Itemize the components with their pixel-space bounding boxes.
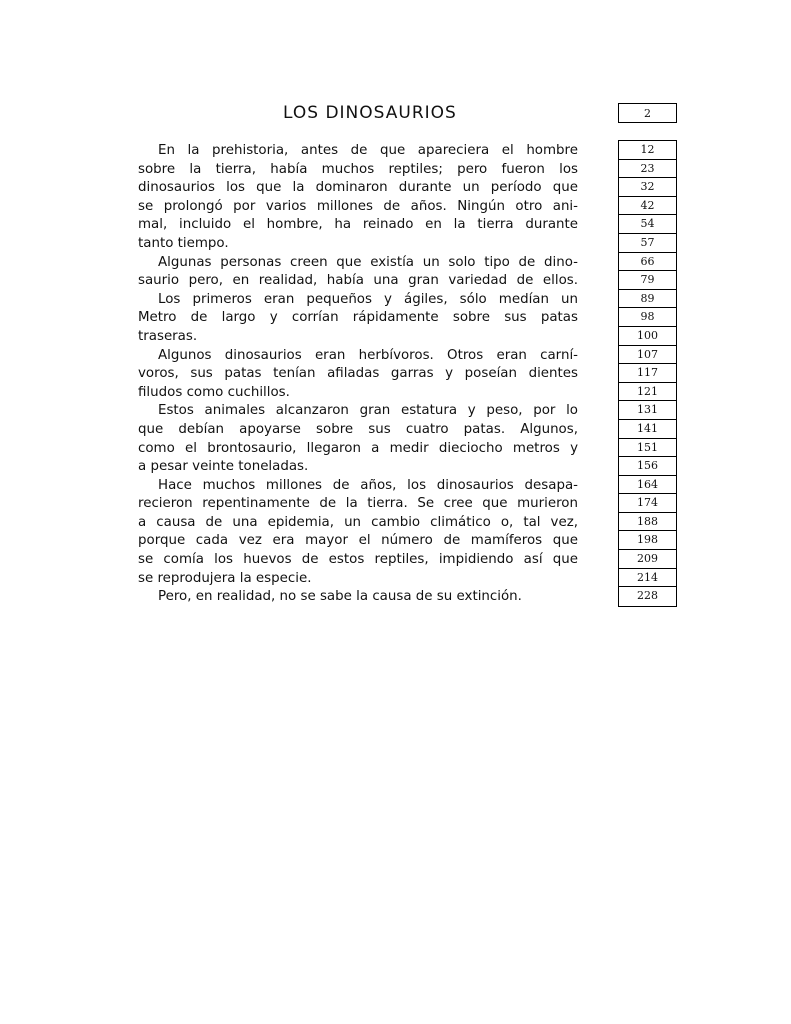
line-word-count: 42 <box>619 197 676 216</box>
text-line: Algunas personas creen que existía un solo tipo de dino- <box>158 254 578 270</box>
document-title: LOS DINOSAURIOS <box>283 103 457 123</box>
text-line: Los primeros eran pequeños y ágiles, sólo medían un <box>158 291 578 307</box>
line-word-count: 100 <box>619 327 676 346</box>
line-word-count: 79 <box>619 271 676 290</box>
line-word-count: 188 <box>619 513 676 532</box>
line-word-count: 12 <box>619 141 676 160</box>
line-word-count: 121 <box>619 383 676 402</box>
text-line: se comía los huevos de estos reptiles, impidiendo así que <box>138 552 578 568</box>
text-line: porque cada vez era mayor el número de mamíferos que <box>138 533 578 549</box>
line-word-count: 156 <box>619 457 676 476</box>
text-line: Pero, en realidad, no se sabe la causa de su extinción. <box>158 589 522 605</box>
text-line: recieron repentinamente de la tierra. Se cree que murieron <box>138 496 578 512</box>
text-line: se prolongó por varios millones de años. Ningún otro ani- <box>138 198 578 214</box>
text-line: En la prehistoria, antes de que apareciera el hombre <box>158 143 578 158</box>
text-line: Metro de largo y corrían rápidamente sobre sus patas <box>138 310 578 326</box>
line-word-count: 151 <box>619 439 676 458</box>
text-line: mal, incluido el hombre, ha reinado en la tierra durante <box>138 217 578 233</box>
line-word-count: 131 <box>619 401 676 420</box>
body-text <box>138 142 578 607</box>
text-line: Algunos dinosaurios eran herbívoros. Otros eran carní- <box>158 347 578 363</box>
line-word-count: 107 <box>619 346 676 365</box>
line-word-count: 57 <box>619 234 676 253</box>
line-word-count: 32 <box>619 178 676 197</box>
text-line: Estos animales alcanzaron gran estatura y peso, por lo <box>158 403 578 419</box>
line-word-count: 66 <box>619 253 676 272</box>
text-line: a causa de una epidemia, un cambio climático o, tal vez, <box>138 514 578 530</box>
line-word-count: 164 <box>619 476 676 495</box>
line-word-count: 23 <box>619 160 676 179</box>
line-word-count: 228 <box>637 589 658 603</box>
text-line: a pesar veinte toneladas. <box>138 459 309 475</box>
text-line: Hace muchos millones de años, los dinosaurios desapa- <box>158 477 578 493</box>
text-line: voros, sus patas tenían afiladas garras y poseían dientes <box>138 366 578 382</box>
text-line: dinosaurios los que la dominaron durante un período que <box>138 180 578 196</box>
line-word-count: 89 <box>619 290 676 309</box>
text-line: que debían apoyarse sobre sus cuatro patas. Algunos, <box>138 421 578 437</box>
text-line: como el brontosaurio, llegaron a medir dieciocho metros y <box>138 440 578 456</box>
line-word-count: 117 <box>619 364 676 383</box>
line-word-count: 198 <box>619 531 676 550</box>
text-line: saurio pero, en realidad, había una gran variedad de ellos. <box>138 273 578 289</box>
text-line: se reprodujera la especie. <box>138 570 312 586</box>
line-word-count: 214 <box>619 569 676 588</box>
text-line: tanto tiempo. <box>138 235 229 251</box>
text-line: traseras. <box>138 328 198 344</box>
text-line: filudos como cuchillos. <box>138 384 290 400</box>
title-word-count: 2 <box>618 103 677 123</box>
text-line: sobre la tierra, había muchos reptiles; pero fueron los <box>138 161 578 177</box>
line-word-count: 141 <box>619 420 676 439</box>
line-word-count: 209 <box>619 550 676 569</box>
word-count-column <box>618 140 677 607</box>
line-word-count: 174 <box>619 494 676 513</box>
line-word-count: 98 <box>619 308 676 327</box>
line-word-count: 54 <box>619 215 676 234</box>
